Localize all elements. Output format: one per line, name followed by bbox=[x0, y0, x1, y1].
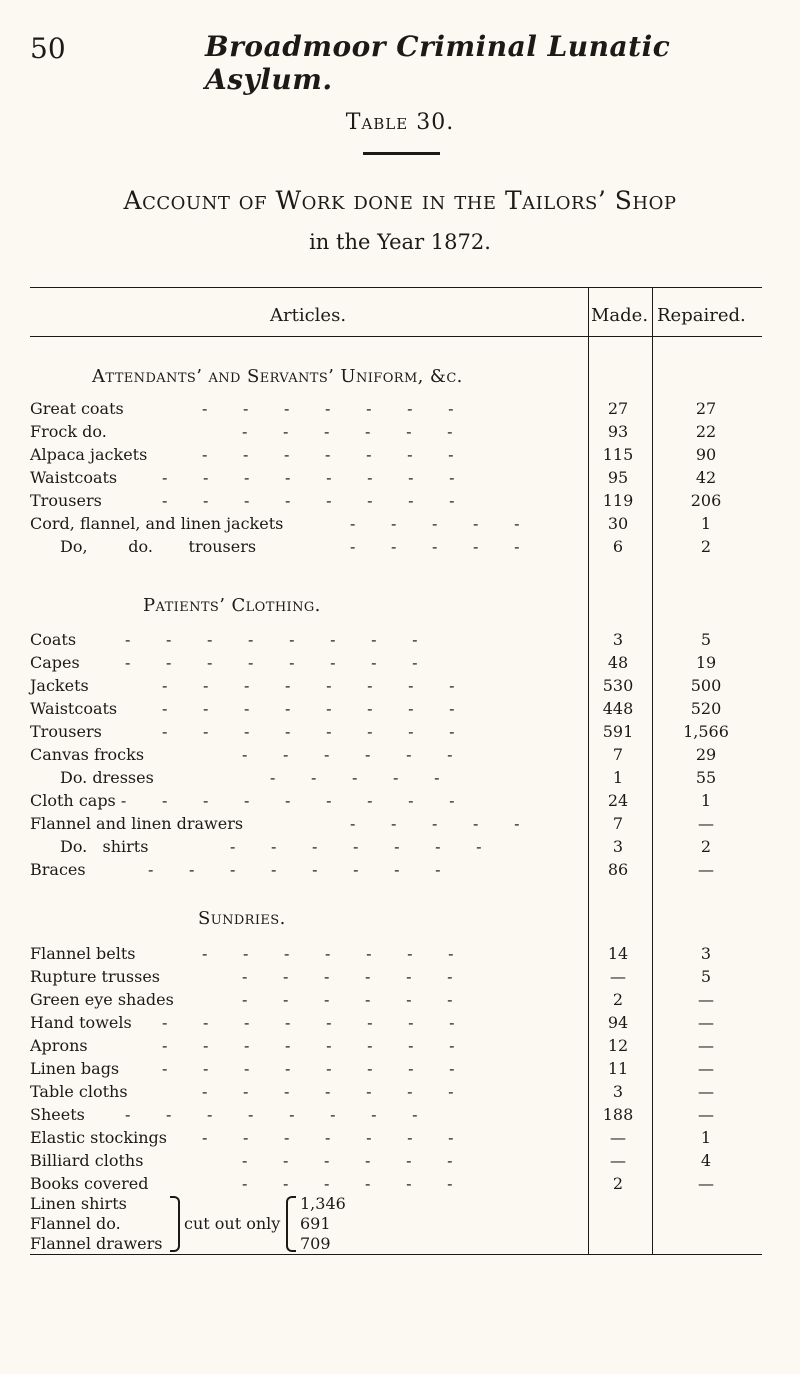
running-title: Broadmoor Criminal Lunatic Asylum. bbox=[205, 30, 671, 96]
repaired-value: — bbox=[698, 860, 714, 879]
dash-leader: - - - - - - - - bbox=[125, 1105, 418, 1124]
made-value: 2 bbox=[612, 1174, 624, 1193]
table-row bbox=[0, 445, 800, 469]
made-value: — bbox=[610, 1128, 626, 1147]
article-label: Great coats bbox=[30, 399, 124, 418]
repaired-value: 4 bbox=[700, 1151, 712, 1170]
repaired-value: 1 bbox=[700, 791, 712, 810]
right-brace bbox=[286, 1196, 296, 1252]
section-heading: Patients’ Clothing. bbox=[143, 595, 321, 616]
made-value: 30 bbox=[607, 514, 629, 533]
table-row bbox=[0, 944, 800, 968]
made-value: 3 bbox=[612, 630, 624, 649]
made-value: 24 bbox=[607, 791, 629, 810]
table-row bbox=[0, 630, 800, 654]
made-value: 48 bbox=[607, 653, 629, 672]
article-label: Jackets bbox=[30, 676, 89, 695]
table-row bbox=[0, 1059, 800, 1083]
table-row bbox=[0, 1105, 800, 1129]
made-value: 119 bbox=[602, 491, 634, 510]
table-row bbox=[0, 422, 800, 446]
dash-leader: - - - - - - - - bbox=[125, 630, 418, 649]
repaired-value: 19 bbox=[695, 653, 717, 672]
table-row bbox=[0, 699, 800, 723]
made-value: 27 bbox=[607, 399, 629, 418]
article-label: Cloth caps - bbox=[30, 791, 127, 810]
article-label: Capes bbox=[30, 653, 80, 672]
table-row bbox=[0, 1013, 800, 1037]
made-value: 86 bbox=[607, 860, 629, 879]
repaired-value: 1 bbox=[700, 514, 712, 533]
repaired-value: — bbox=[698, 814, 714, 833]
repaired-value: 22 bbox=[695, 422, 717, 441]
cut-out-article: Flannel drawers bbox=[30, 1234, 163, 1253]
dash-leader: - - - - - - - - bbox=[162, 699, 455, 718]
made-value: 1 bbox=[612, 768, 624, 787]
dash-leader: - - - - - - - bbox=[202, 944, 454, 963]
table-title: Account of Work done in the Tailors’ Shop bbox=[123, 186, 677, 215]
article-label: Do, do. trousers bbox=[60, 537, 257, 556]
repaired-value: — bbox=[698, 1174, 714, 1193]
dash-leader: - - - - - - - - bbox=[162, 676, 455, 695]
cut-out-article: Linen shirts bbox=[30, 1194, 127, 1213]
repaired-value: 5 bbox=[700, 630, 712, 649]
left-brace bbox=[170, 1196, 180, 1252]
made-value: 448 bbox=[602, 699, 634, 718]
repaired-value: — bbox=[698, 1013, 714, 1032]
made-value: 3 bbox=[612, 837, 624, 856]
article-label: Do. dresses bbox=[60, 768, 154, 787]
repaired-value: — bbox=[698, 1059, 714, 1078]
table-row bbox=[0, 990, 800, 1014]
repaired-value: 3 bbox=[700, 944, 712, 963]
article-label: Elastic stockings bbox=[30, 1128, 167, 1147]
article-label: Trousers bbox=[30, 722, 102, 741]
section-heading: Attendants’ and Servants’ Uniform, &c. bbox=[92, 366, 463, 387]
dash-leader: - - - - - - - - bbox=[162, 791, 455, 810]
article-label: Aprons bbox=[30, 1036, 88, 1055]
cut-out-count: 1,346 bbox=[300, 1194, 346, 1213]
dash-leader: - - - - - - bbox=[242, 967, 453, 986]
repaired-value: — bbox=[698, 1105, 714, 1124]
cut-out-count: 691 bbox=[300, 1214, 331, 1233]
table-row bbox=[0, 1082, 800, 1106]
table-row bbox=[0, 791, 800, 815]
article-label: Billiard cloths bbox=[30, 1151, 144, 1170]
made-value: 530 bbox=[602, 676, 634, 695]
table-row bbox=[0, 1128, 800, 1152]
repaired-value: 27 bbox=[695, 399, 717, 418]
made-value: — bbox=[610, 967, 626, 986]
made-value: 93 bbox=[607, 422, 629, 441]
article-label: Braces bbox=[30, 860, 86, 879]
made-value: 7 bbox=[612, 745, 624, 764]
article-label: Canvas frocks bbox=[30, 745, 145, 764]
repaired-value: — bbox=[698, 990, 714, 1009]
made-value: 591 bbox=[602, 722, 634, 741]
article-label: Coats bbox=[30, 630, 77, 649]
table-row bbox=[0, 491, 800, 515]
dash-leader: - - - - - - bbox=[242, 1174, 453, 1193]
table-row bbox=[0, 745, 800, 769]
article-label: Hand towels bbox=[30, 1013, 132, 1032]
dash-leader: - - - - - - bbox=[242, 422, 453, 441]
dash-leader: - - - - - - - - bbox=[162, 491, 455, 510]
cut-out-count: 709 bbox=[300, 1234, 331, 1253]
made-value: 3 bbox=[612, 1082, 624, 1101]
article-label: Books covered bbox=[30, 1174, 149, 1193]
repaired-value: 29 bbox=[695, 745, 717, 764]
table-row bbox=[0, 837, 800, 861]
article-label: Flannel belts bbox=[30, 944, 136, 963]
made-value: 115 bbox=[602, 445, 634, 464]
table-row bbox=[0, 814, 800, 838]
made-value: 14 bbox=[607, 944, 629, 963]
dash-leader: - - - - - - - bbox=[202, 445, 454, 464]
article-label: Flannel and linen drawers bbox=[30, 814, 244, 833]
made-value: 6 bbox=[612, 537, 624, 556]
dash-leader: - - - - - - - - bbox=[162, 1036, 455, 1055]
dash-leader: - - - - - - - - bbox=[162, 1059, 455, 1078]
made-value: 188 bbox=[602, 1105, 634, 1124]
repaired-value: 520 bbox=[690, 699, 722, 718]
dash-leader: - - - - - - bbox=[242, 990, 453, 1009]
dash-leader: - - - - - - bbox=[242, 1151, 453, 1170]
made-value: 12 bbox=[607, 1036, 629, 1055]
made-value: — bbox=[610, 1151, 626, 1170]
title-rule bbox=[363, 152, 440, 155]
section-heading: Sundries. bbox=[198, 908, 286, 929]
repaired-value: 5 bbox=[700, 967, 712, 986]
article-label: Linen bags bbox=[30, 1059, 120, 1078]
repaired-value: 55 bbox=[695, 768, 717, 787]
article-label: Sheets bbox=[30, 1105, 85, 1124]
article-label: Cord, flannel, and linen jackets bbox=[30, 514, 284, 533]
dash-leader: - - - - - - - bbox=[230, 837, 482, 856]
made-value: 94 bbox=[607, 1013, 629, 1032]
article-label: Do. shirts bbox=[60, 837, 149, 856]
dash-leader: - - - - - bbox=[350, 514, 520, 533]
dash-leader: - - - - - bbox=[270, 768, 440, 787]
table-row bbox=[0, 1036, 800, 1060]
column-header-made: Made. bbox=[591, 305, 649, 326]
table-row bbox=[0, 860, 800, 884]
repaired-value: 206 bbox=[690, 491, 722, 510]
dash-leader: - - - - - - - bbox=[202, 1128, 454, 1147]
made-value: 7 bbox=[612, 814, 624, 833]
repaired-value: — bbox=[698, 1082, 714, 1101]
table-row bbox=[0, 1151, 800, 1175]
article-label: Waistcoats bbox=[30, 699, 118, 718]
repaired-value: 1 bbox=[700, 1128, 712, 1147]
repaired-value: 2 bbox=[700, 537, 712, 556]
made-value: 2 bbox=[612, 990, 624, 1009]
dash-leader: - - - - - - - bbox=[202, 1082, 454, 1101]
dash-leader: - - - - - - - - bbox=[125, 653, 418, 672]
dash-leader: - - - - - - - - bbox=[148, 860, 441, 879]
dash-leader: - - - - - bbox=[350, 814, 520, 833]
dash-leader: - - - - - - - - bbox=[162, 722, 455, 741]
table-row bbox=[0, 537, 800, 561]
made-value: 95 bbox=[607, 468, 629, 487]
table-row bbox=[0, 514, 800, 538]
article-label: Rupture trusses bbox=[30, 967, 161, 986]
article-label: Green eye shades bbox=[30, 990, 174, 1009]
column-header-articles: Articles. bbox=[270, 305, 347, 326]
repaired-value: 1,566 bbox=[683, 722, 729, 741]
repaired-value: — bbox=[698, 1036, 714, 1055]
dash-leader: - - - - - - - bbox=[202, 399, 454, 418]
page-header bbox=[0, 0, 800, 96]
article-label: Alpaca jackets bbox=[30, 445, 148, 464]
dash-leader: - - - - - - - - bbox=[162, 468, 455, 487]
table-number: Table 30. bbox=[345, 110, 455, 135]
dash-leader: - - - - - - - - bbox=[162, 1013, 455, 1032]
column-header-repaired: Repaired. bbox=[657, 305, 746, 326]
article-label: Table cloths bbox=[30, 1082, 128, 1101]
cut-out-note: cut out only bbox=[184, 1214, 281, 1233]
repaired-value: 2 bbox=[700, 837, 712, 856]
table-row bbox=[0, 768, 800, 792]
dash-leader: - - - - - bbox=[350, 537, 520, 556]
table-row bbox=[0, 653, 800, 677]
page-number: 50 bbox=[30, 32, 66, 65]
cut-out-article: Flannel do. bbox=[30, 1214, 121, 1233]
article-label: Frock do. bbox=[30, 422, 107, 441]
repaired-value: 42 bbox=[695, 468, 717, 487]
table-row bbox=[0, 399, 800, 423]
table-row bbox=[0, 967, 800, 991]
repaired-value: 500 bbox=[690, 676, 722, 695]
table-row bbox=[0, 676, 800, 700]
repaired-value: 90 bbox=[695, 445, 717, 464]
article-label: Trousers bbox=[30, 491, 102, 510]
made-value: 11 bbox=[607, 1059, 629, 1078]
table-subtitle: in the Year 1872. bbox=[309, 230, 491, 254]
cut-out-group bbox=[30, 1194, 410, 1274]
table-row bbox=[0, 722, 800, 746]
article-label: Waistcoats bbox=[30, 468, 118, 487]
table-row bbox=[0, 468, 800, 492]
dash-leader: - - - - - - bbox=[242, 745, 453, 764]
